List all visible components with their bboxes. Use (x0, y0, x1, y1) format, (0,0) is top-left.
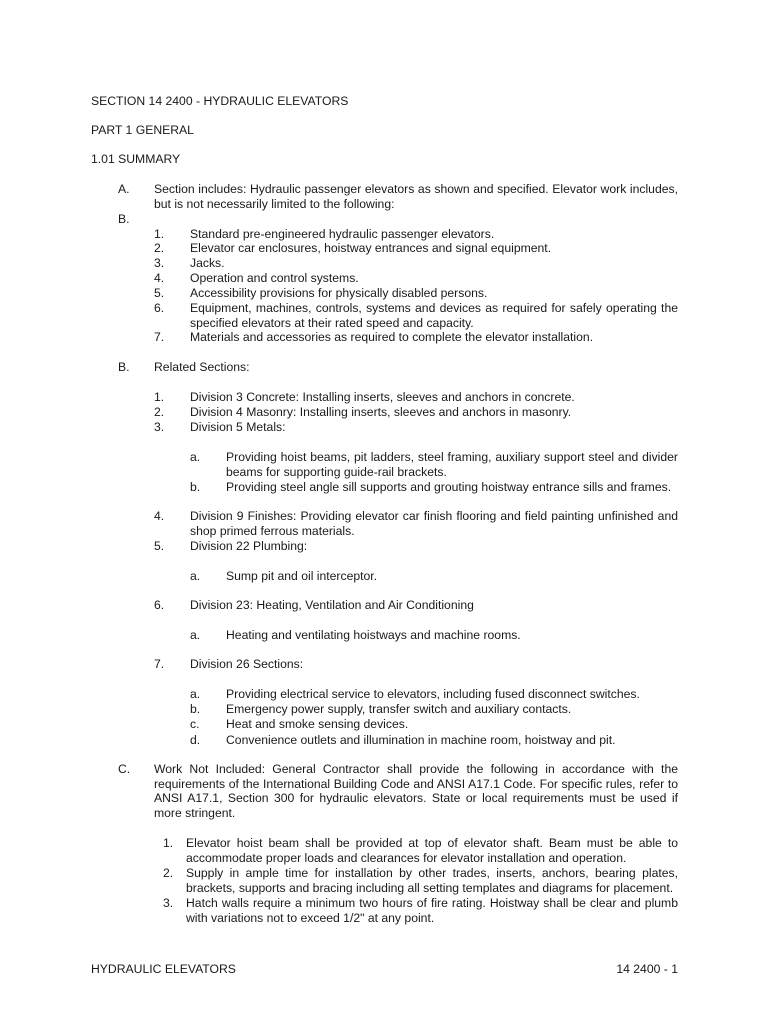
sublist-letter: a. (190, 450, 201, 464)
paragraph-c-label: C. (118, 762, 131, 776)
sublist-item: Providing hoist beams, pit ladders, steel framing, auxiliary support steel and divider beams for supporting guide-rail brackets. (226, 450, 678, 479)
list-number: 7. (154, 330, 165, 344)
list-item: Supply in ample time for installation by other trades, inserts, anchors, bearing plates, brackets, supports and bracing including all setting templates and diagrams for placement. (186, 866, 678, 895)
sublist-item: Heating and ventilating hoistways and machine rooms. (226, 628, 521, 642)
sublist-letter: d. (190, 733, 201, 747)
list-number: 1. (154, 390, 165, 404)
list-number: 6. (154, 598, 165, 612)
list-item: Division 26 Sections: (190, 657, 304, 671)
list-item: Division 4 Masonry: Installing inserts, sleeves and anchors in masonry. (190, 405, 572, 419)
sublist-letter: a. (190, 628, 201, 642)
list-number: 3. (154, 420, 165, 434)
sublist-letter: b. (190, 702, 201, 716)
list-item: Elevator hoist beam shall be provided at top of elevator shaft. Beam must be able to accommodate proper loads and clearances for elevator installation and operation. (186, 836, 678, 865)
paragraph-b-related-label: B. (118, 360, 130, 374)
list-number: 6. (154, 301, 165, 315)
list-item: Jacks. (190, 256, 225, 270)
footer-page-number: 14 2400 - 1 (616, 962, 678, 976)
part-title: PART 1 GENERAL (91, 123, 194, 137)
sublist-item: Heat and smoke sensing devices. (226, 717, 409, 731)
list-item: Division 5 Metals: (190, 420, 286, 434)
sublist-letter: a. (190, 687, 201, 701)
summary-title: 1.01 SUMMARY (91, 152, 181, 166)
sublist-item: Convenience outlets and illumination in machine room, hoistway and pit. (226, 733, 616, 747)
list-number: 1. (163, 836, 174, 850)
list-number: 3. (154, 256, 165, 270)
list-number: 2. (154, 405, 165, 419)
list-number: 5. (154, 539, 165, 553)
paragraph-c-text: Work Not Included: General Contractor shall provide the following in accordance with the requirements of the International Building Code and ANSI A17.1 Code. For specific rules, refer to ANSI A17.1, Section 300 for hydraulic elevators. State or local requirements must be used if more stringent. (154, 762, 678, 820)
list-item: Equipment, machines, controls, systems and devices as required for safely operating the specified elevators at their rated speed and capacity. (190, 301, 678, 330)
sublist-letter: a. (190, 569, 201, 583)
sublist-letter: b. (190, 480, 201, 494)
list-item: Hatch walls require a minimum two hours of fire rating. Hoistway shall be clear and plumb with variations not to exceed 1/2" at any point. (186, 896, 678, 925)
list-item: Accessibility provisions for physically disabled persons. (190, 286, 488, 300)
list-number: 1. (154, 227, 165, 241)
list-item: Elevator car enclosures, hoistway entrances and signal equipment. (190, 241, 552, 255)
list-item: Division 22 Plumbing: (190, 539, 308, 553)
list-item: Standard pre-engineered hydraulic passenger elevators. (190, 227, 495, 241)
section-title: SECTION 14 2400 - HYDRAULIC ELEVATORS (91, 94, 349, 108)
list-number: 3. (163, 896, 174, 910)
paragraph-a-label: A. (118, 182, 130, 196)
sublist-item: Providing steel angle sill supports and grouting hoistway entrance sills and frames. (226, 480, 672, 494)
list-number: 7. (154, 657, 165, 671)
list-number: 5. (154, 286, 165, 300)
paragraph-a-text: Section includes: Hydraulic passenger elevators as shown and specified. Elevator work includes, but is not necessarily limited to the following: (154, 182, 678, 211)
list-item: Division 9 Finishes: Providing elevator car finish flooring and field painting unfinished and shop primed ferrous materials. (190, 509, 678, 538)
paragraph-b-label: B. (118, 212, 130, 226)
footer-title: HYDRAULIC ELEVATORS (91, 962, 236, 976)
list-item: Materials and accessories as required to complete the elevator installation. (190, 330, 594, 344)
sublist-item: Sump pit and oil interceptor. (226, 569, 378, 583)
list-item: Division 3 Concrete: Installing inserts, sleeves and anchors in concrete. (190, 390, 575, 404)
list-item: Operation and control systems. (190, 271, 359, 285)
list-number: 4. (154, 271, 165, 285)
list-number: 2. (154, 241, 165, 255)
sublist-item: Providing electrical service to elevators, including fused disconnect switches. (226, 687, 640, 701)
list-number: 2. (163, 866, 174, 880)
sublist-item: Emergency power supply, transfer switch and auxiliary contacts. (226, 702, 572, 716)
related-sections-title: Related Sections: (154, 360, 250, 374)
list-number: 4. (154, 509, 165, 523)
list-item: Division 23: Heating, Ventilation and Air Conditioning (190, 598, 474, 612)
sublist-letter: c. (190, 717, 200, 731)
